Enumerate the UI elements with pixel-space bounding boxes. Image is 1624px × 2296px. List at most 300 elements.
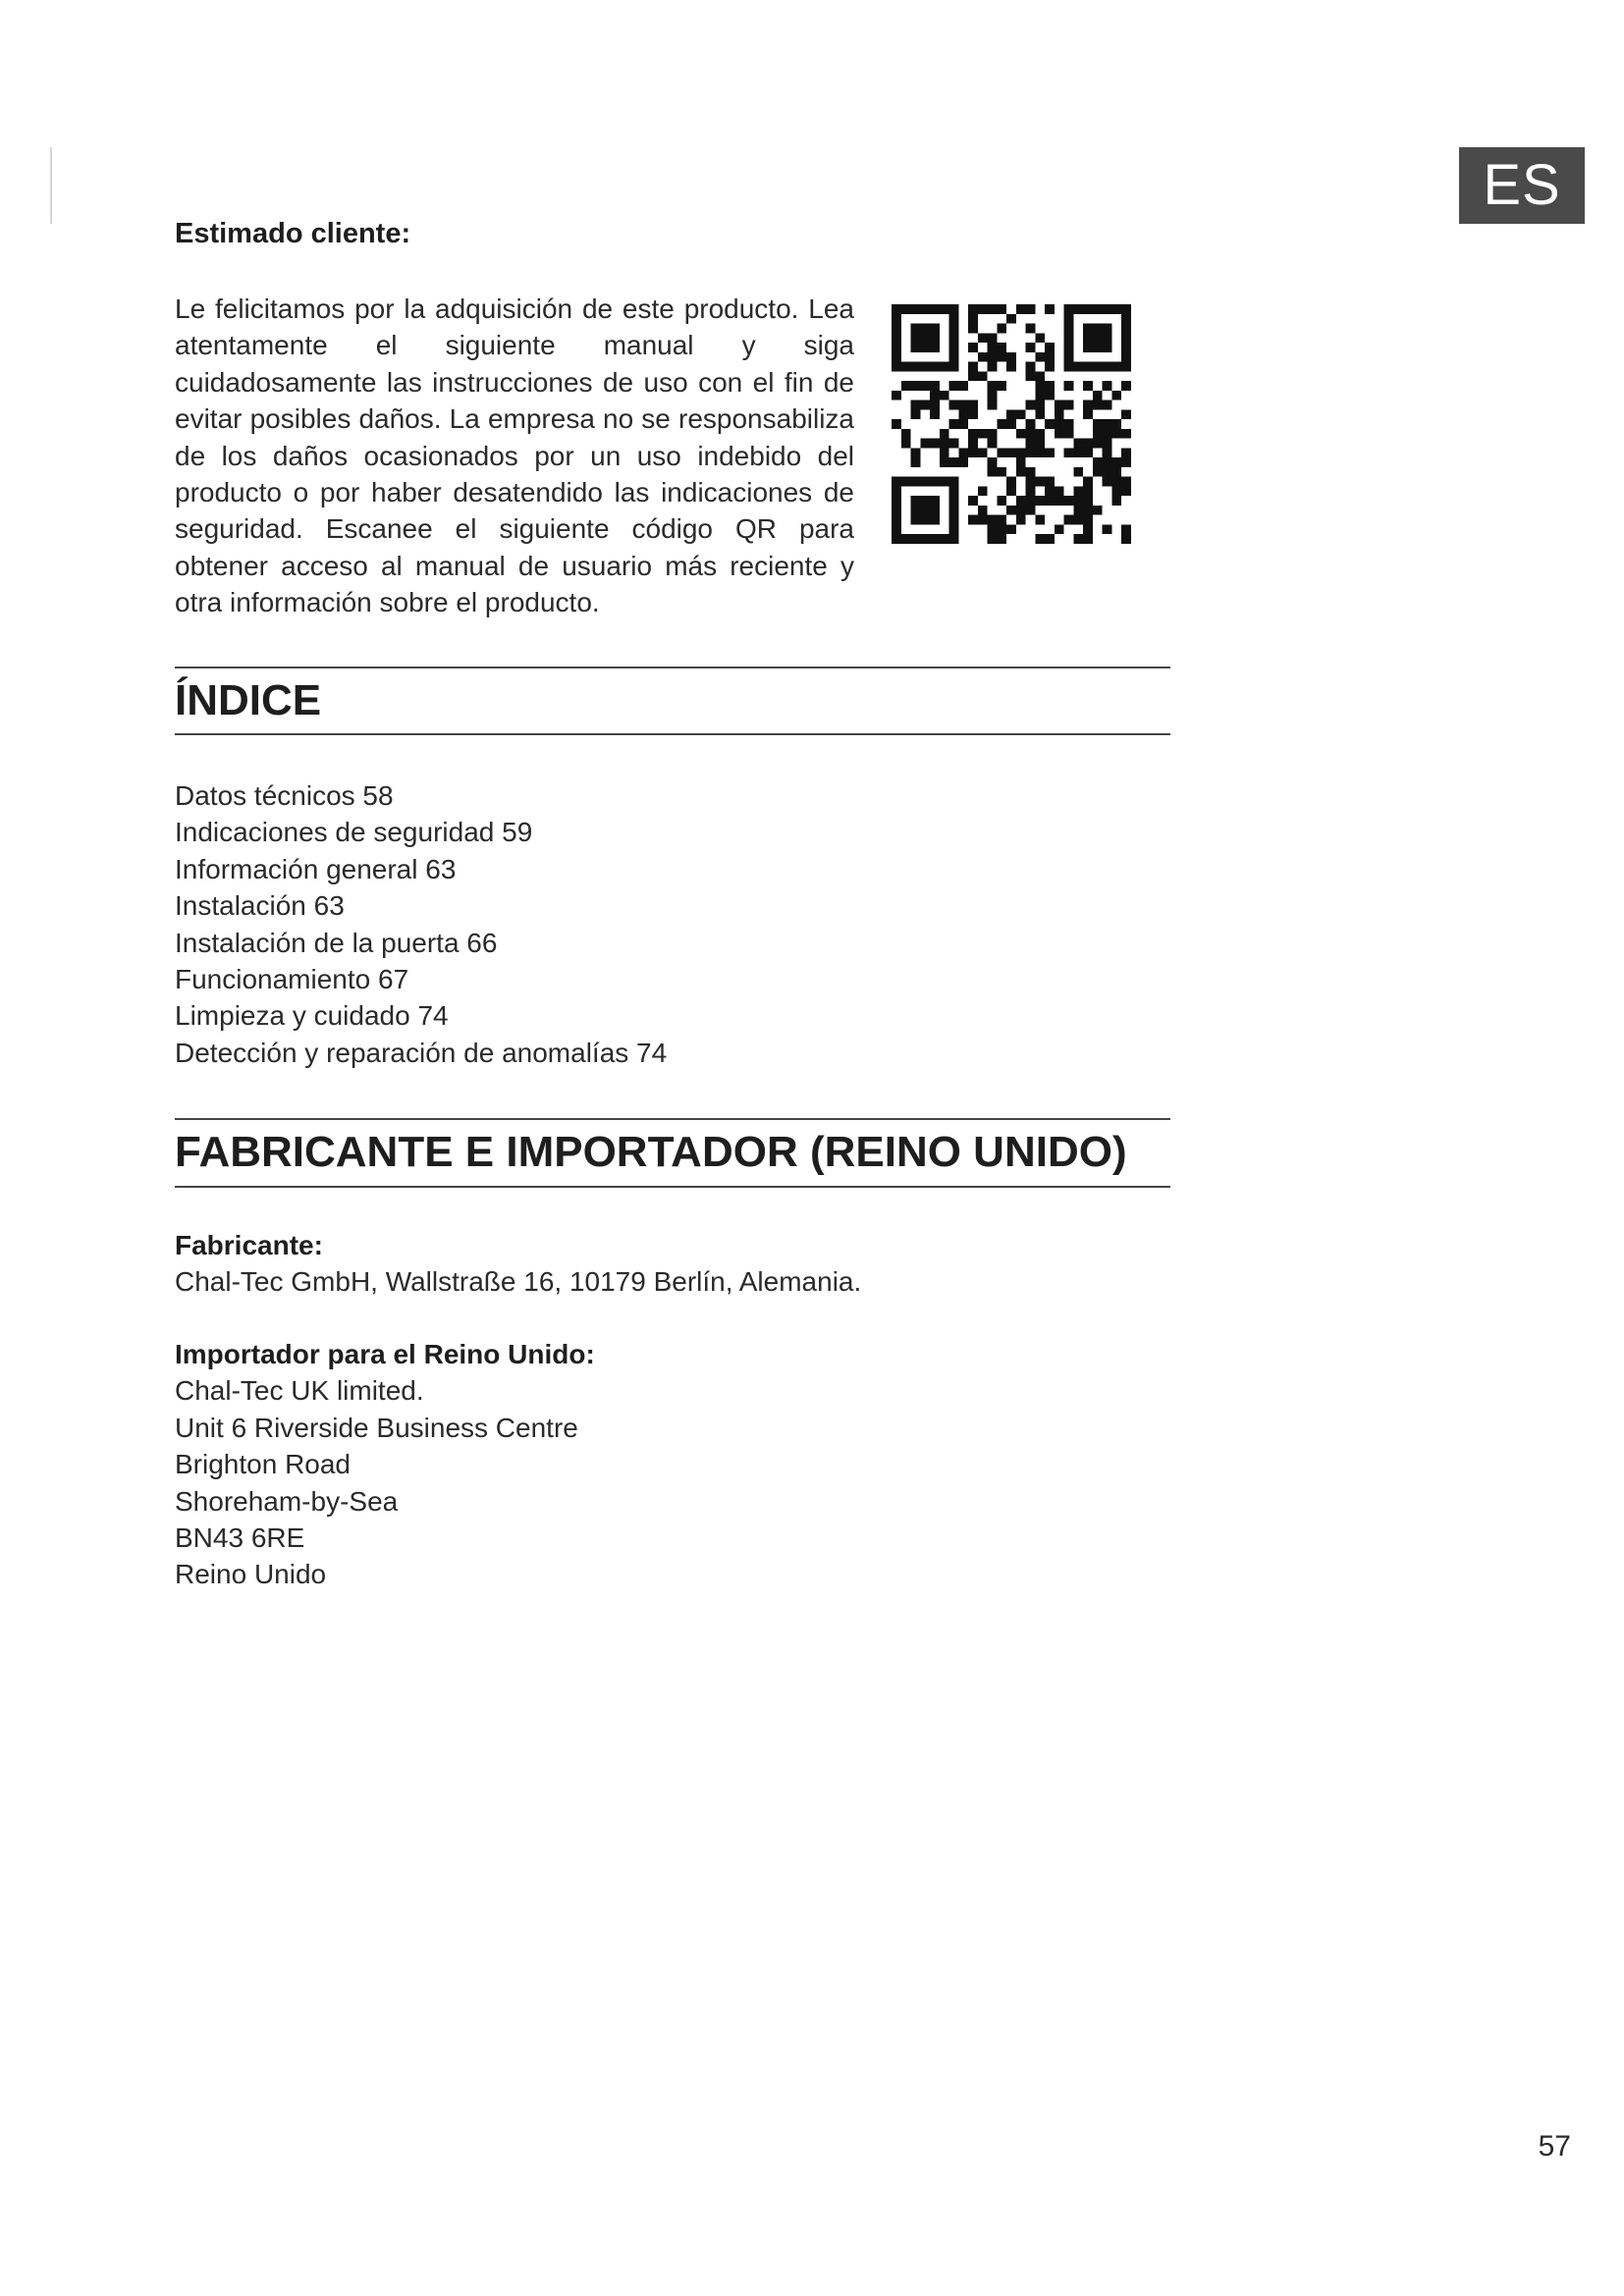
importer-address-line: Unit 6 Riverside Business Centre — [175, 1412, 578, 1443]
qr-module — [1083, 506, 1093, 515]
importer-label: Importador para el Reino Unido: — [175, 1339, 595, 1369]
qr-module — [1103, 419, 1112, 429]
qr-module — [997, 534, 1006, 544]
qr-module — [1093, 391, 1103, 400]
qr-module — [1103, 524, 1112, 534]
qr-module — [1006, 362, 1016, 372]
qr-module — [997, 324, 1006, 334]
manufacturer-label: Fabricante: — [175, 1230, 323, 1260]
index-item[interactable]: Limpieza y cuidado 74 — [175, 1000, 449, 1032]
qr-module — [949, 439, 959, 449]
qr-module — [901, 304, 911, 314]
qr-module — [940, 391, 949, 400]
qr-module — [1035, 371, 1045, 381]
qr-module — [1006, 524, 1016, 534]
qr-module — [1045, 496, 1055, 506]
qr-module — [911, 333, 921, 343]
qr-module — [1045, 477, 1055, 487]
qr-module — [1055, 409, 1064, 419]
qr-module — [1121, 457, 1131, 467]
qr-module — [1026, 429, 1036, 439]
qr-module — [911, 496, 921, 506]
qr-code-graphic — [892, 304, 1131, 544]
qr-module — [911, 362, 921, 372]
qr-module — [1083, 486, 1093, 496]
qr-module — [1121, 524, 1131, 534]
qr-module — [978, 352, 988, 362]
qr-module — [1073, 304, 1083, 314]
qr-module — [930, 496, 940, 506]
qr-module — [892, 324, 901, 334]
importer-address-line: Brighton Road — [175, 1449, 352, 1480]
qr-module — [930, 304, 940, 314]
qr-module — [930, 506, 940, 515]
margin-rule — [50, 147, 52, 224]
qr-module — [1093, 429, 1103, 439]
qr-module — [1103, 400, 1112, 410]
qr-module — [968, 496, 978, 506]
qr-module — [949, 400, 959, 410]
qr-module — [1006, 506, 1016, 515]
qr-module — [1083, 496, 1093, 506]
qr-module — [1016, 467, 1026, 477]
qr-module — [911, 409, 921, 419]
qr-module — [930, 343, 940, 352]
qr-module — [968, 324, 978, 334]
importer-address-line: BN43 6RE — [175, 1522, 305, 1554]
qr-module — [1016, 304, 1026, 314]
qr-module — [1083, 304, 1093, 314]
qr-module — [901, 362, 911, 372]
qr-module — [911, 448, 921, 457]
index-header — [175, 667, 1170, 735]
qr-module — [978, 333, 988, 343]
qr-module — [1026, 467, 1036, 477]
qr-module — [988, 381, 998, 391]
qr-module — [958, 448, 968, 457]
qr-module — [1121, 324, 1131, 334]
qr-module — [997, 343, 1006, 352]
qr-module — [968, 448, 978, 457]
qr-module — [997, 496, 1006, 506]
qr-module — [901, 534, 911, 544]
qr-module — [892, 362, 901, 372]
qr-module — [892, 515, 901, 525]
qr-module — [1083, 400, 1093, 410]
qr-module — [920, 381, 930, 391]
qr-module — [949, 496, 959, 506]
qr-module — [949, 333, 959, 343]
index-item[interactable]: Instalación 63 — [175, 890, 345, 922]
qr-module — [968, 400, 978, 410]
qr-module — [940, 429, 949, 439]
qr-module — [920, 362, 930, 372]
qr-module — [1103, 429, 1112, 439]
qr-module — [920, 477, 930, 487]
qr-module — [988, 457, 998, 467]
qr-module — [1026, 486, 1036, 496]
qr-module — [949, 486, 959, 496]
qr-module — [940, 534, 949, 544]
qr-module — [1006, 352, 1016, 362]
qr-module — [930, 400, 940, 410]
qr-module — [892, 506, 901, 515]
index-item[interactable]: Información general 63 — [175, 853, 457, 884]
importer-address-line: Reino Unido — [175, 1559, 327, 1590]
qr-module — [968, 304, 978, 314]
qr-module — [1026, 419, 1036, 429]
qr-module — [1016, 496, 1026, 506]
qr-module — [968, 429, 978, 439]
index-item[interactable]: Datos técnicos 58 — [175, 780, 394, 811]
qr-module — [1064, 429, 1074, 439]
qr-module — [1045, 304, 1055, 314]
qr-module — [1083, 448, 1093, 457]
qr-module — [949, 419, 959, 429]
qr-module — [1103, 324, 1112, 334]
qr-module — [892, 534, 901, 544]
qr-module — [911, 400, 921, 410]
qr-module — [1121, 409, 1131, 419]
index-list — [175, 777, 667, 1071]
qr-module — [1035, 439, 1045, 449]
importer-address-line: Chal-Tec UK limited. — [175, 1375, 424, 1407]
qr-module — [1035, 496, 1045, 506]
manufacturer-block — [175, 1227, 861, 1301]
qr-module — [892, 391, 901, 400]
importer-address-line: Shoreham-by-Sea — [175, 1485, 399, 1517]
qr-module — [1111, 391, 1121, 400]
qr-module — [997, 304, 1006, 314]
qr-module — [920, 534, 930, 544]
qr-module — [968, 371, 978, 381]
qr-module — [911, 304, 921, 314]
qr-module — [930, 333, 940, 343]
greeting-heading: Estimado cliente: — [175, 218, 411, 249]
qr-module — [988, 429, 998, 439]
qr-module — [1111, 477, 1121, 487]
qr-module — [1073, 467, 1083, 477]
qr-module — [1006, 409, 1016, 419]
qr-module — [978, 515, 988, 525]
qr-module — [988, 524, 998, 534]
qr-module — [901, 381, 911, 391]
qr-module — [1026, 506, 1036, 515]
qr-module — [1093, 324, 1103, 334]
qr-module — [940, 362, 949, 372]
qr-module — [1026, 496, 1036, 506]
qr-module — [1045, 343, 1055, 352]
index-item[interactable]: Detección y reparación de anomalías 74 — [175, 1037, 668, 1068]
qr-module — [1045, 419, 1055, 429]
qr-module — [920, 506, 930, 515]
qr-module — [930, 409, 940, 419]
qr-module — [968, 515, 978, 525]
qr-module — [1121, 448, 1131, 457]
qr-module — [940, 439, 949, 449]
qr-module — [1121, 381, 1131, 391]
qr-module — [958, 400, 968, 410]
qr-module — [1121, 486, 1131, 496]
qr-module — [997, 515, 1006, 525]
index-title: ÍNDICE — [175, 676, 322, 724]
qr-module — [1026, 439, 1036, 449]
qr-module — [1093, 362, 1103, 372]
qr-module — [1016, 429, 1026, 439]
qr-module — [1093, 400, 1103, 410]
qr-module — [1103, 457, 1112, 467]
qr-module — [1055, 524, 1064, 534]
qr-module — [940, 477, 949, 487]
qr-module — [892, 486, 901, 496]
qr-module — [1121, 333, 1131, 343]
qr-module — [1083, 324, 1093, 334]
qr-module — [988, 439, 998, 449]
qr-module — [1045, 486, 1055, 496]
qr-module — [920, 343, 930, 352]
qr-module — [1055, 400, 1064, 410]
qr-module — [920, 400, 930, 410]
qr-module — [1073, 506, 1083, 515]
qr-module — [892, 477, 901, 487]
qr-module — [940, 457, 949, 467]
qr-module — [1035, 409, 1045, 419]
qr-module — [1055, 496, 1064, 506]
qr-module — [1035, 515, 1045, 525]
qr-module — [1073, 515, 1083, 525]
qr-module — [1026, 448, 1036, 457]
qr-module — [988, 362, 998, 372]
qr-module — [1083, 515, 1093, 525]
qr-module — [1083, 343, 1093, 352]
qr-module — [1016, 515, 1026, 525]
qr-module — [911, 457, 921, 467]
qr-module — [1093, 304, 1103, 314]
qr-module — [911, 506, 921, 515]
qr-module — [1045, 362, 1055, 372]
qr-module — [949, 506, 959, 515]
qr-module — [988, 333, 998, 343]
qr-module — [1064, 419, 1074, 429]
qr-module — [1121, 477, 1131, 487]
qr-module — [958, 457, 968, 467]
qr-module — [988, 515, 998, 525]
qr-module — [1111, 304, 1121, 314]
qr-module — [949, 457, 959, 467]
qr-module — [1055, 486, 1064, 496]
qr-module — [1064, 515, 1074, 525]
qr-module — [997, 524, 1006, 534]
qr-module — [892, 419, 901, 429]
qr-module — [920, 515, 930, 525]
qr-module — [1083, 534, 1093, 544]
qr-module — [920, 324, 930, 334]
qr-module — [1073, 448, 1083, 457]
qr-module — [958, 419, 968, 429]
qr-module — [1045, 381, 1055, 391]
qr-module — [930, 324, 940, 334]
qr-module — [1016, 409, 1026, 419]
qr-module — [1016, 448, 1026, 457]
qr-module — [1103, 448, 1112, 457]
qr-module — [1103, 343, 1112, 352]
qr-module — [1083, 409, 1093, 419]
qr-module — [1055, 429, 1064, 439]
qr-module — [1083, 477, 1093, 487]
qr-module — [949, 515, 959, 525]
qr-module — [1093, 343, 1103, 352]
qr-module — [1006, 314, 1016, 324]
qr-module — [911, 534, 921, 544]
qr-module — [1064, 324, 1074, 334]
qr-module — [920, 496, 930, 506]
qr-module — [892, 314, 901, 324]
qr-module — [1026, 400, 1036, 410]
qr-module — [1103, 304, 1112, 314]
qr-module — [1111, 467, 1121, 477]
qr-module — [1083, 439, 1093, 449]
qr-module — [892, 343, 901, 352]
qr-module — [988, 467, 998, 477]
qr-module — [1083, 524, 1093, 534]
qr-module — [988, 391, 998, 400]
qr-module — [1111, 496, 1121, 506]
qr-module — [1121, 304, 1131, 314]
index-item[interactable]: Indicaciones de seguridad 59 — [175, 817, 533, 848]
qr-module — [940, 304, 949, 314]
qr-module — [949, 362, 959, 372]
qr-module — [988, 352, 998, 362]
qr-module — [1045, 352, 1055, 362]
qr-module — [949, 352, 959, 362]
qr-module — [1121, 314, 1131, 324]
qr-module — [958, 381, 968, 391]
qr-module — [1111, 429, 1121, 439]
manufacturer-section-title: FABRICANTE E IMPORTADOR (REINO UNIDO) — [175, 1128, 1127, 1176]
qr-module — [1006, 486, 1016, 496]
qr-module — [949, 477, 959, 487]
qr-module — [1103, 467, 1112, 477]
qr-module — [920, 333, 930, 343]
qr-module — [997, 419, 1006, 429]
qr-module — [949, 524, 959, 534]
qr-module — [1064, 314, 1074, 324]
index-item[interactable]: Instalación de la puerta 66 — [175, 927, 498, 958]
qr-module — [930, 515, 940, 525]
qr-module — [1026, 362, 1036, 372]
qr-module — [901, 477, 911, 487]
qr-module — [968, 409, 978, 419]
qr-module — [930, 391, 940, 400]
qr-module — [1073, 496, 1083, 506]
qr-module — [1006, 448, 1016, 457]
qr-module — [1093, 439, 1103, 449]
qr-module — [1006, 419, 1016, 429]
index-item[interactable]: Funcionamiento 67 — [175, 964, 409, 995]
importer-block — [175, 1336, 595, 1593]
qr-code-icon[interactable] — [892, 304, 1131, 544]
qr-module — [1064, 362, 1074, 372]
qr-module — [1026, 324, 1036, 334]
qr-module — [1111, 419, 1121, 429]
qr-module — [892, 496, 901, 506]
qr-module — [930, 477, 940, 487]
qr-module — [892, 333, 901, 343]
qr-module — [1035, 534, 1045, 544]
language-badge: ES — [1459, 147, 1585, 224]
qr-module — [968, 362, 978, 372]
qr-module — [1064, 343, 1074, 352]
qr-module — [1064, 496, 1074, 506]
qr-module — [911, 381, 921, 391]
qr-module — [1093, 457, 1103, 467]
qr-module — [1064, 400, 1074, 410]
qr-module — [1083, 381, 1093, 391]
qr-module — [1121, 352, 1131, 362]
qr-module — [911, 515, 921, 525]
qr-module — [1111, 457, 1121, 467]
qr-module — [911, 343, 921, 352]
qr-module — [1006, 477, 1016, 487]
qr-module — [930, 439, 940, 449]
qr-module — [988, 534, 998, 544]
qr-module — [1073, 486, 1083, 496]
qr-module — [1035, 381, 1045, 391]
qr-module — [958, 409, 968, 419]
qr-module — [997, 448, 1006, 457]
qr-module — [892, 304, 901, 314]
qr-module — [1073, 439, 1083, 449]
qr-module — [988, 304, 998, 314]
qr-module — [1035, 448, 1045, 457]
qr-module — [968, 314, 978, 324]
qr-module — [978, 371, 988, 381]
qr-module — [1073, 362, 1083, 372]
qr-module — [892, 352, 901, 362]
qr-module — [949, 343, 959, 352]
qr-module — [1083, 333, 1093, 343]
qr-module — [1045, 534, 1055, 544]
qr-module — [1035, 333, 1045, 343]
qr-module — [949, 304, 959, 314]
qr-module — [1035, 400, 1045, 410]
qr-module — [997, 381, 1006, 391]
qr-module — [1026, 304, 1036, 314]
qr-module — [940, 448, 949, 457]
qr-module — [1064, 333, 1074, 343]
qr-module — [1073, 534, 1083, 544]
qr-module — [988, 400, 998, 410]
qr-module — [1064, 352, 1074, 362]
qr-module — [1111, 486, 1121, 496]
qr-module — [1045, 448, 1055, 457]
qr-module — [1035, 429, 1045, 439]
qr-module — [930, 534, 940, 544]
qr-module — [1026, 371, 1036, 381]
qr-module — [1121, 362, 1131, 372]
manufacturer-header — [175, 1118, 1170, 1188]
qr-module — [978, 304, 988, 314]
qr-module — [911, 477, 921, 487]
qr-module — [988, 343, 998, 352]
qr-module — [911, 324, 921, 334]
qr-module — [1103, 439, 1112, 449]
qr-module — [1016, 457, 1026, 467]
qr-module — [1045, 391, 1055, 400]
qr-module — [1103, 362, 1112, 372]
qr-module — [1111, 362, 1121, 372]
qr-module — [1035, 352, 1045, 362]
